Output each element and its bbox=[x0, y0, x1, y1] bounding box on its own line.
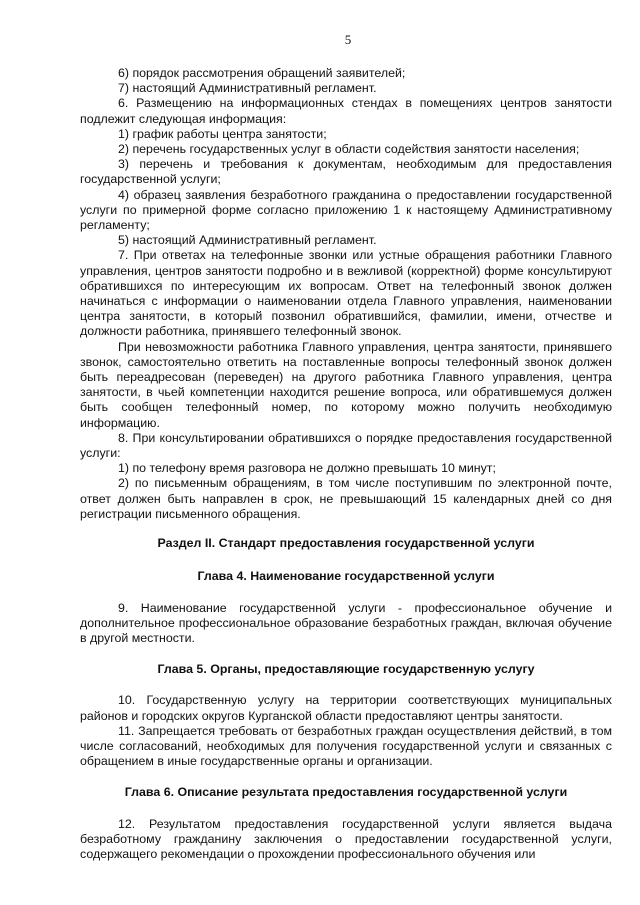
chapter-heading: Глава 6. Описание результата предоставления государственной услуги bbox=[124, 785, 568, 800]
list-item: 1) график работы центра занятости; bbox=[118, 126, 327, 141]
list-item: 6) порядок рассмотрения обращений заявителей; bbox=[118, 66, 406, 80]
page-number: 5 bbox=[344, 32, 352, 47]
paragraph: 12. Результатом предоставления государственной услуги является выдача безработному гражданину заключения о предоставлении государственной услуги, содержащего рекомендации о прохождении профессионального обучения или bbox=[80, 816, 612, 861]
paragraph: 8. При консультировании обратившихся о порядке предоставления государственной услуги: bbox=[80, 430, 612, 461]
list-item: 7) настоящий Административный регламент. bbox=[118, 81, 377, 96]
paragraph: 9. Наименование государственной услуги - профессиональное обучение и дополнительное профессиональное образование безработных граждан, включая обучение в другой местности. bbox=[80, 600, 612, 645]
list-item: 2) перечень государственных услуг в области содействия занятости населения; bbox=[118, 142, 580, 157]
paragraph: 11. Запрещается требовать от безработных граждан осуществления действий, в том числе согласований, необходимых для получения государственной услуги и связанных с обращением в иные государственные органы и организации. bbox=[80, 723, 612, 769]
paragraph: 6. Размещению на информационных стендах в помещениях центров занятости подлежит следующая информация: bbox=[80, 96, 612, 126]
list-item: 3) перечень и требования к документам, необходимым для предоставления государственной услуги; bbox=[80, 157, 612, 187]
chapter-heading: Глава 4. Наименование государственной услуги bbox=[197, 569, 495, 584]
list-item: 2) по письменным обращениям, в том числе поступившим по электронной почте, ответ должен быть направлен в срок, не превышающий 15 календарных дней со дня регистрации письменного обращения. bbox=[80, 476, 612, 521]
paragraph: При невозможности работника Главного управления, центра занятости, принявшего звонок, самостоятельно ответить на поставленные вопросы телефонный звонок должен быть переадресован (переведен) на другого работника Главного управления, центра занятости, в чьей компетенции находится решение вопроса, или обратившемуся должен быть сообщен телефонный номер, по которому можно получить необходимую информацию. bbox=[80, 339, 612, 430]
list-item: 1) по телефону время разговора не должно превышать 10 минут; bbox=[118, 461, 496, 476]
section-heading: Раздел II. Стандарт предоставления государственной услуги bbox=[157, 536, 535, 551]
chapter-heading: Глава 5. Органы, предоставляющие государственную услугу bbox=[157, 662, 535, 677]
list-item: 5) настоящий Административный регламент. bbox=[118, 233, 377, 248]
list-item: 4) образец заявления безработного гражданина о предоставлении государственной услуги по примерной форме согласно приложению 1 к настоящему Административному регламенту; bbox=[80, 187, 612, 233]
paragraph: 10. Государственную услугу на территории соответствующих муниципальных районов и городских округов Курганской области предоставляют центры занятости. bbox=[80, 693, 612, 723]
paragraph: 7. При ответах на телефонные звонки или устные обращения работники Главного управления, центров занятости подробно и в вежливой (корректной) форме консультируют обратившихся по интересующим их вопросам. Ответ на телефонный звонок должен начинаться с информации о наименовании отдела Главного управления, наименовании центра занятости, в который позвонил обратившийся, фамилии, имени, отчестве и должности работника, принявшего телефонный звонок. bbox=[80, 248, 612, 339]
